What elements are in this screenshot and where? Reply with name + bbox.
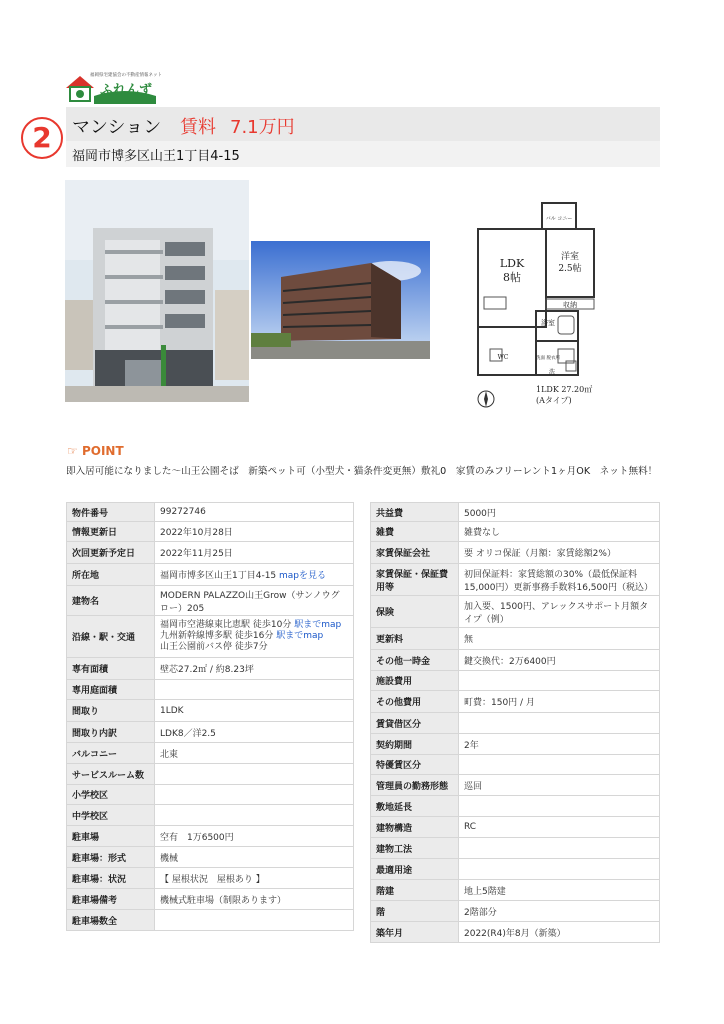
table-row: [67, 722, 354, 743]
table-row: [371, 755, 660, 775]
row-key: 間取り: [67, 700, 155, 722]
row-value: 機械: [155, 847, 354, 868]
row-key: 特優賃区分: [371, 755, 459, 775]
row-key: 情報更新日: [67, 522, 155, 542]
row-value: [459, 671, 660, 691]
table-row: [371, 671, 660, 691]
row-key: その他費用: [371, 691, 459, 713]
room-ldk: LDK: [499, 257, 525, 270]
table-row: [67, 764, 354, 785]
room-storage: 収納: [563, 301, 577, 309]
point-description: 即入居可能になりました〜山王公園そば 新築ペット可（小型犬・猫条件変更無）敷礼0 家賃のみフリーレント1ヶ月OK ネット無料！: [66, 466, 658, 477]
rent-value: 7.1万円: [230, 117, 295, 138]
table-row: [67, 826, 354, 847]
table-row: [371, 713, 660, 734]
row-key: 駐車場: [67, 826, 155, 847]
row-value: [155, 785, 354, 805]
point-heading: [67, 444, 124, 458]
map-link[interactable]: mapを見る: [279, 571, 327, 581]
row-key: 家賃保証会社: [371, 542, 459, 564]
row-key: バルコニー: [67, 743, 155, 764]
row-value: 2年: [459, 734, 660, 755]
table-row: [67, 564, 354, 586]
building-rendering: [251, 241, 430, 359]
table-row: [67, 805, 354, 826]
row-value: 2022年10月28日: [155, 522, 354, 542]
row-value: 巡回: [459, 775, 660, 796]
row-key: 保険: [371, 596, 459, 628]
row-value: 福岡市博多区山王1丁目4-15: [160, 571, 280, 581]
room-western-size: 2.5帖: [558, 264, 582, 274]
route-text: 山王公園前バス停 徒歩7分: [160, 642, 268, 652]
table-row: [371, 542, 660, 564]
row-value: [459, 859, 660, 880]
logo-caption: 福岡県宅建協会の不動産情報ネット: [90, 73, 162, 78]
property-details-table: [66, 502, 354, 931]
row-key: 専用庭面積: [67, 680, 155, 700]
row-value: RC: [459, 817, 660, 838]
table-row: [371, 734, 660, 755]
table-row: [371, 596, 660, 628]
row-key: 駐車場数全: [67, 910, 155, 931]
row-value: [459, 838, 660, 859]
room-wc: WC: [497, 354, 509, 361]
row-key: その他一時金: [371, 650, 459, 671]
table-row: [67, 586, 354, 616]
row-key: 次回更新予定日: [67, 542, 155, 564]
row-value: [155, 910, 354, 931]
row-value: 2022(R4)年8月（新築）: [459, 922, 660, 943]
row-key: 契約期間: [371, 734, 459, 755]
floor-plan: [466, 199, 606, 414]
row-value: 要 オリコ保証（月額：家賃総額2%）: [459, 542, 660, 564]
compass-icon: [478, 391, 494, 407]
row-key: 駐車場備考: [67, 889, 155, 910]
table-row: [371, 817, 660, 838]
row-value: 地上5階建: [459, 880, 660, 901]
row-key: 建物構造: [371, 817, 459, 838]
table-row: [67, 503, 354, 522]
row-key: 管理員の勤務形態: [371, 775, 459, 796]
row-key: 駐車場：形式: [67, 847, 155, 868]
table-row: [371, 838, 660, 859]
row-value: [459, 755, 660, 775]
row-key: 物件番号: [67, 503, 155, 522]
table-row: [371, 503, 660, 522]
row-key: 沿線・駅・交通: [67, 616, 155, 658]
site-logo: [64, 72, 162, 104]
room-laundry: 洗: [548, 369, 556, 376]
row-key: 建物工法: [371, 838, 459, 859]
table-row: [67, 616, 354, 658]
row-value: 機械式駐車場（制限あります）: [155, 889, 354, 910]
floorplan-caption-1: 1LDK 27.20㎡: [536, 385, 593, 394]
row-value: 鍵交換代：2万6400円: [459, 650, 660, 671]
row-value: [459, 796, 660, 817]
point-heading-label: POINT: [81, 444, 124, 458]
row-key: 階建: [371, 880, 459, 901]
row-key: 敷地延長: [371, 796, 459, 817]
row-key: 賃貸借区分: [371, 713, 459, 734]
row-value: 町費：150円 / 月: [459, 691, 660, 713]
row-value: [459, 713, 660, 734]
row-value: 初回保証料：家賃総額の30%（最低保証料15,000円）更新事務手数料16,500円（税込）: [459, 564, 660, 596]
table-row: [67, 680, 354, 700]
row-key: 雑費: [371, 522, 459, 542]
table-row: [371, 922, 660, 943]
table-row: [67, 542, 354, 564]
table-row: [371, 901, 660, 922]
row-value: 【 屋根状況 屋根あり 】: [155, 868, 354, 889]
table-row: [371, 564, 660, 596]
room-balcony: バル コニー: [545, 216, 573, 222]
table-row: [67, 743, 354, 764]
row-key: 共益費: [371, 503, 459, 522]
property-type: マンション: [72, 117, 162, 138]
row-key: 間取り内訳: [67, 722, 155, 743]
table-row: [371, 775, 660, 796]
contract-details-table: [370, 502, 660, 943]
hand-pointer-icon: ☞: [67, 444, 78, 458]
table-row: [371, 522, 660, 542]
room-western: 洋室: [560, 252, 580, 262]
row-value: 壁芯27.2㎡ / 約8.23坪: [155, 658, 354, 680]
station-map-link[interactable]: 駅までmap: [276, 631, 324, 641]
row-key: 中学校区: [67, 805, 155, 826]
row-key: 更新料: [371, 628, 459, 650]
row-key: サービスルーム数: [67, 764, 155, 785]
table-row: [67, 889, 354, 910]
row-value: 2022年11月25日: [155, 542, 354, 564]
row-value: 空有 1万6500円: [155, 826, 354, 847]
table-row: [67, 910, 354, 931]
row-key: 所在地: [67, 564, 155, 586]
row-value: 5000円: [459, 503, 660, 522]
table-row: [371, 691, 660, 713]
row-key: 階: [371, 901, 459, 922]
row-key: 建物名: [67, 586, 155, 616]
row-value: [155, 764, 354, 785]
row-value: [155, 680, 354, 700]
floorplan-caption-2: (Aタイプ): [536, 396, 572, 405]
table-row: [371, 859, 660, 880]
row-value: 1LDK: [155, 700, 354, 722]
listing-number-badge: 2: [21, 117, 63, 159]
row-value: 加入要、1500円、アレックスサポート月額タイプ（例）: [459, 596, 660, 628]
row-value: LDK8／洋2.5: [155, 722, 354, 743]
row-key: 施設費用: [371, 671, 459, 691]
row-value: MODERN PALAZZO山王Grow（サンノウグロー）205: [155, 586, 354, 616]
row-value: [155, 805, 354, 826]
table-row: [371, 650, 660, 671]
building-photo: [65, 180, 249, 402]
room-bath: 浴室: [541, 319, 555, 327]
station-map-link[interactable]: 駅までmap: [294, 620, 342, 630]
row-key: 小学校区: [67, 785, 155, 805]
table-row: [371, 628, 660, 650]
row-key: 家賃保証・保証費用等: [371, 564, 459, 596]
property-address: 福岡市博多区山王1丁目4-15: [72, 149, 240, 164]
table-row: [67, 868, 354, 889]
table-row: [371, 796, 660, 817]
row-key: 駐車場：状況: [67, 868, 155, 889]
row-key: 専有面積: [67, 658, 155, 680]
table-row: [371, 880, 660, 901]
row-key: 築年月: [371, 922, 459, 943]
table-row: [67, 522, 354, 542]
logo-name: ふれんず: [100, 83, 153, 98]
row-key: 最適用途: [371, 859, 459, 880]
route-text: 九州新幹線博多駅 徒歩16分: [160, 631, 277, 641]
route-text: 福岡市空港線東比恵駅 徒歩10分: [160, 620, 295, 630]
row-value: 無: [459, 628, 660, 650]
row-value: 雑費なし: [459, 522, 660, 542]
room-wash: 洗面 脱衣所: [536, 356, 560, 361]
table-row: [67, 847, 354, 868]
row-value: 99272746: [155, 503, 354, 522]
table-row: [67, 700, 354, 722]
rent-label: 賃料: [180, 117, 216, 138]
table-row: [67, 658, 354, 680]
row-value: 2階部分: [459, 901, 660, 922]
room-ldk-size: 8帖: [503, 271, 521, 284]
table-row: [67, 785, 354, 805]
row-value: 北東: [155, 743, 354, 764]
